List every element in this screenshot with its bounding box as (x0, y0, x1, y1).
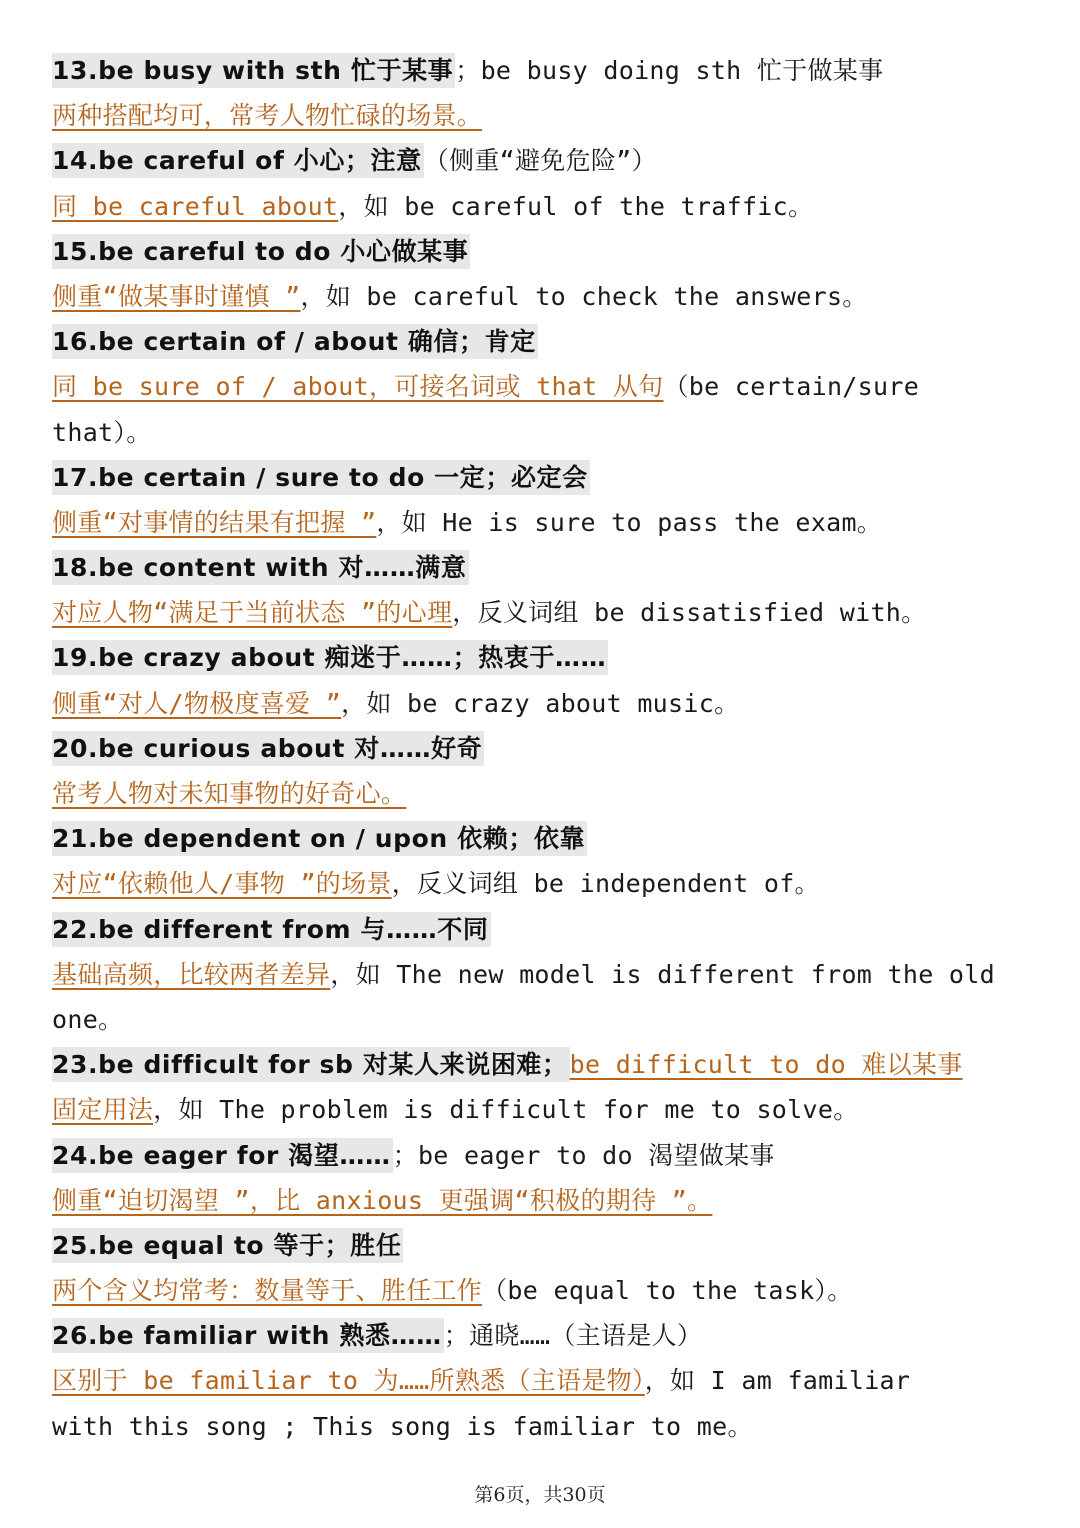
entry-19 (52, 635, 1042, 725)
note-example: （be equal to the task）。 (482, 1276, 853, 1306)
note-underlined: 基础高频，比较两者差异 (52, 959, 331, 989)
note-underlined: 侧重“对人/物极度喜爱 ” (52, 688, 342, 718)
entry-heading (52, 455, 1042, 500)
entry-23 (52, 1042, 1042, 1132)
note-underlined: 侧重“对事情的结果有把握 ” (52, 507, 377, 537)
entry-note (52, 590, 1042, 635)
entry-25 (52, 1223, 1042, 1313)
phrase-highlight: 21.be dependent on / upon 依赖；依靠 (52, 821, 587, 856)
note-example: ，如 be crazy about music。 (341, 688, 740, 718)
entry-note (52, 1358, 1042, 1403)
entry-note (52, 681, 1042, 726)
phrase-highlight: 18.be content with 对……满意 (52, 550, 469, 585)
entry-heading (52, 726, 1042, 771)
heading-note-underlined: be difficult to do 难以某事 (569, 1050, 963, 1080)
note-underlined: 对应人物“满足于当前状态 ”的心理 (52, 598, 453, 628)
phrase-highlight: 19.be crazy about 痴迷于……；热衷于…… (52, 640, 608, 675)
phrase-alternative: ；通晓……（主语是人） (443, 1321, 703, 1351)
entry-24 (52, 1133, 1042, 1223)
entry-note (52, 861, 1042, 906)
entry-heading (52, 635, 1042, 680)
page-number-footer: 第6页，共30页 (474, 1484, 606, 1506)
note-example: ，如 He is sure to pass the exam。 (376, 507, 883, 537)
phrase-highlight: 15.be careful to do 小心做某事 (52, 234, 470, 269)
phrase-highlight: 20.be curious about 对……好奇 (52, 731, 484, 766)
entry-note (52, 1087, 1042, 1132)
entry-note (52, 500, 1042, 545)
note-example-cont: that）。 (52, 417, 152, 447)
note-underlined: 两种搭配均可，常考人物忙碌的场景。 (52, 101, 483, 131)
phrase-highlight: 22.be different from 与……不同 (52, 912, 491, 947)
entry-15 (52, 229, 1042, 319)
phrase-highlight: 26.be familiar with 熟悉…… (52, 1318, 444, 1353)
entry-21 (52, 816, 1042, 906)
note-underlined: 同 be careful about (52, 191, 339, 221)
note-example-cont: with this song ; This song is familiar to me。 (52, 1411, 753, 1441)
note-example: ，反义词组 be independent of。 (391, 869, 820, 899)
entry-17 (52, 455, 1042, 545)
entry-14 (52, 138, 1042, 228)
entry-note (52, 1268, 1042, 1313)
phrase-highlight: 16.be certain of / about 确信；肯定 (52, 324, 538, 359)
note-example: ，反义词组 be dissatisfied with。 (452, 598, 927, 628)
entry-heading (52, 545, 1042, 590)
note-underlined: 同 be sure of / about，可接名词或 that 从句 (52, 372, 664, 402)
phrase-alternative: ；be eager to do 渴望做某事 (392, 1140, 775, 1170)
phrase-highlight: 25.be equal to 等于；胜任 (52, 1228, 403, 1263)
entry-heading (52, 319, 1042, 364)
entry-heading (52, 816, 1042, 861)
note-example: ，如 be careful to check the answers。 (300, 281, 868, 311)
note-example: ，如 The problem is difficult for me to solve。 (153, 1095, 859, 1125)
entry-22 (52, 907, 1042, 1043)
phrase-alternative: ；be busy doing sth 忙于做某事 (455, 56, 884, 85)
note-underlined: 固定用法 (52, 1095, 154, 1125)
entry-heading (52, 907, 1042, 952)
note-example: ，如 I am familiar (644, 1366, 911, 1396)
entry-20 (52, 726, 1042, 816)
note-example-cont: one。 (52, 1004, 124, 1034)
note-underlined: 侧重“迫切渴望 ”，比 anxious 更强调“积极的期待 ”。 (52, 1185, 713, 1215)
entry-heading (52, 1042, 1042, 1087)
entry-18 (52, 545, 1042, 635)
note-underlined: 侧重“做某事时谨慎 ” (52, 281, 301, 311)
entry-26 (52, 1313, 1042, 1449)
entry-13 (52, 48, 1042, 138)
entry-note (52, 1178, 1042, 1223)
entry-note-continuation (52, 1404, 1042, 1449)
note-example: ，如 be careful of the traffic。 (338, 191, 814, 221)
entry-note (52, 364, 1042, 409)
note-example: ，如 The new model is different from the old (330, 959, 995, 989)
phrase-highlight: 13.be busy with sth 忙于某事 (52, 53, 455, 88)
document-page (52, 48, 1042, 1449)
note-underlined: 区别于 be familiar to 为……所熟悉（主语是物） (52, 1366, 645, 1396)
note-example: （be certain/sure (663, 372, 920, 402)
entry-heading (52, 138, 1042, 183)
entry-note (52, 274, 1042, 319)
entry-note (52, 184, 1042, 229)
entry-16 (52, 319, 1042, 455)
phrase-highlight: 14.be careful of 小心；注意 (52, 143, 424, 178)
entry-heading (52, 1223, 1042, 1268)
note-underlined: 常考人物对未知事物的好奇心。 (52, 779, 407, 808)
phrase-highlight: 24.be eager for 渴望…… (52, 1138, 393, 1173)
entry-note (52, 952, 1042, 997)
phrase-highlight: 23.be difficult for sb 对某人来说困难； (52, 1047, 570, 1082)
entry-note (52, 93, 1042, 138)
entry-note (52, 771, 1042, 816)
entry-heading (52, 48, 1042, 93)
phrase-alternative: （侧重“避免危险”） (423, 146, 657, 176)
entry-heading (52, 229, 1042, 274)
entry-note-continuation (52, 997, 1042, 1042)
phrase-highlight: 17.be certain / sure to do 一定；必定会 (52, 460, 590, 495)
note-underlined: 对应“依赖他人/事物 ”的场景 (52, 869, 392, 899)
entry-heading (52, 1133, 1042, 1178)
entry-heading (52, 1313, 1042, 1358)
note-underlined: 两个含义均常考：数量等于、胜任工作 (52, 1276, 483, 1306)
entry-note-continuation (52, 410, 1042, 455)
